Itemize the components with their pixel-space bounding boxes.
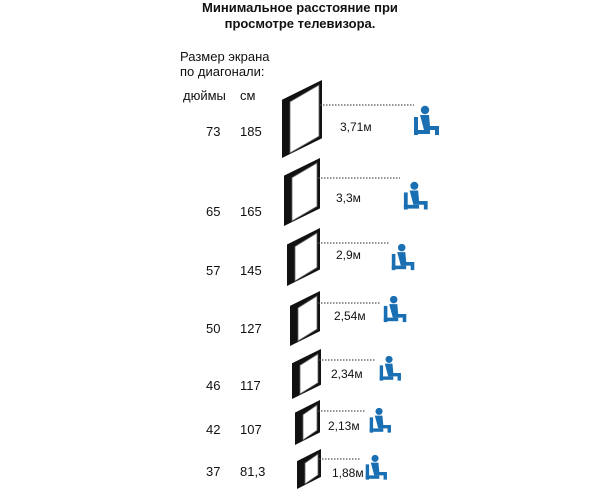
title-line-2: просмотре телевизора.: [224, 16, 376, 31]
header-inches: дюймы: [183, 88, 226, 103]
seated-person-icon: [380, 356, 401, 381]
row-cm: 117: [240, 378, 261, 393]
row-distance: 2,34м: [331, 367, 363, 381]
tv-screen-icon: [290, 291, 320, 346]
row-inches: 50: [206, 321, 221, 336]
seated-person-icon: [392, 244, 415, 270]
row-cm: 107: [240, 422, 262, 437]
seated-person-icon: [366, 455, 387, 480]
seated-person-icon: [404, 182, 428, 210]
row-distance: 3,3м: [336, 191, 361, 205]
row-cm: 81,3: [240, 464, 266, 479]
row-distance: 2,54м: [334, 309, 366, 323]
tv-screen-icon: [287, 228, 320, 286]
row-inches: 57: [206, 263, 221, 278]
row-distance: 2,9м: [336, 248, 361, 262]
row-distance: 2,13м: [328, 419, 360, 433]
tv-screen-icon: [297, 449, 321, 489]
tv-screen-icon: [282, 80, 322, 158]
tv-screen-icon: [284, 158, 320, 226]
row-inches: 65: [206, 204, 221, 219]
row-inches: 37: [206, 464, 221, 479]
title-line-1: Минимальное расстояние при: [202, 0, 398, 15]
row-distance: 1,88м: [332, 466, 364, 480]
row-cm: 165: [240, 204, 262, 219]
row-inches: 73: [206, 124, 221, 139]
row-cm: 127: [240, 321, 262, 336]
header-size-line-2: по диагонали:: [180, 64, 265, 79]
tv-screen-icon: [295, 400, 320, 445]
row-distance: 3,71м: [340, 120, 372, 134]
header-size-line-1: Размер экрана: [180, 49, 270, 64]
row-inches: 42: [206, 422, 221, 437]
header-cm: см: [240, 88, 256, 103]
seated-person-icon: [384, 296, 407, 322]
row-inches: 46: [206, 378, 221, 393]
row-cm: 185: [240, 124, 262, 139]
seated-person-icon: [370, 408, 391, 433]
seated-person-icon: [414, 106, 439, 135]
tv-screen-icon: [292, 349, 321, 399]
row-cm: 145: [240, 263, 262, 278]
